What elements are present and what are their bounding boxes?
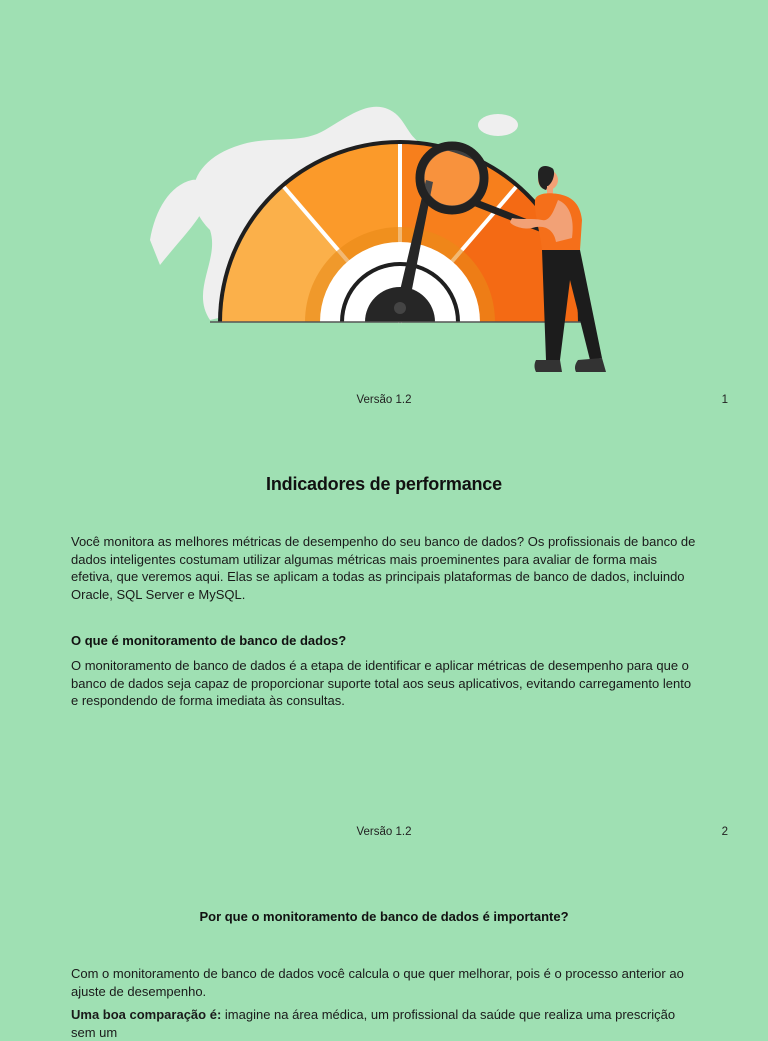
- body-paragraph: Com o monitoramento de banco de dados você calcula o que quer melhorar, pois é o processo anterior ao ajuste de desempenho.: [71, 966, 684, 999]
- comparison-text: imagine na área médica, um profissional da saúde que realiza uma prescrição sem um: [71, 1007, 676, 1040]
- footer-version: Versão 1.2: [356, 394, 412, 406]
- page-footer: [0, 826, 768, 842]
- intro-paragraph: Você monitora as melhores métricas de desempenho do seu banco de dados? Os profissionais de banco de dados inteligentes costumam utilizar algumas métricas mais proeminentes para avaliar de forma mais efetiva, que veremos aqui. Elas se aplicam a todas as principais plataformas de banco de dados, incluindo Oracle, SQL Server e MySQL.: [71, 534, 696, 602]
- section-heading: O que é monitoramento de banco de dados?: [71, 633, 347, 648]
- speedometer-illustration: [150, 90, 620, 380]
- comparison-label: Uma boa comparação é:: [71, 1007, 222, 1022]
- page-number: 1: [721, 394, 728, 406]
- footer-version: Versão 1.2: [356, 826, 412, 838]
- page-title: Indicadores de performance: [266, 474, 502, 494]
- section-paragraph: O monitoramento de banco de dados é a etapa de identificar e aplicar métricas de desempenho para que o banco de dados seja capaz de proporcionar suporte total aos seus aplicativos, evitando carregamento lento e respondendo de forma imediata às consultas.: [71, 658, 692, 708]
- page-footer: [0, 394, 768, 410]
- page-number: 2: [721, 826, 728, 838]
- section-heading: Por que o monitoramento de banco de dados é importante?: [199, 909, 569, 924]
